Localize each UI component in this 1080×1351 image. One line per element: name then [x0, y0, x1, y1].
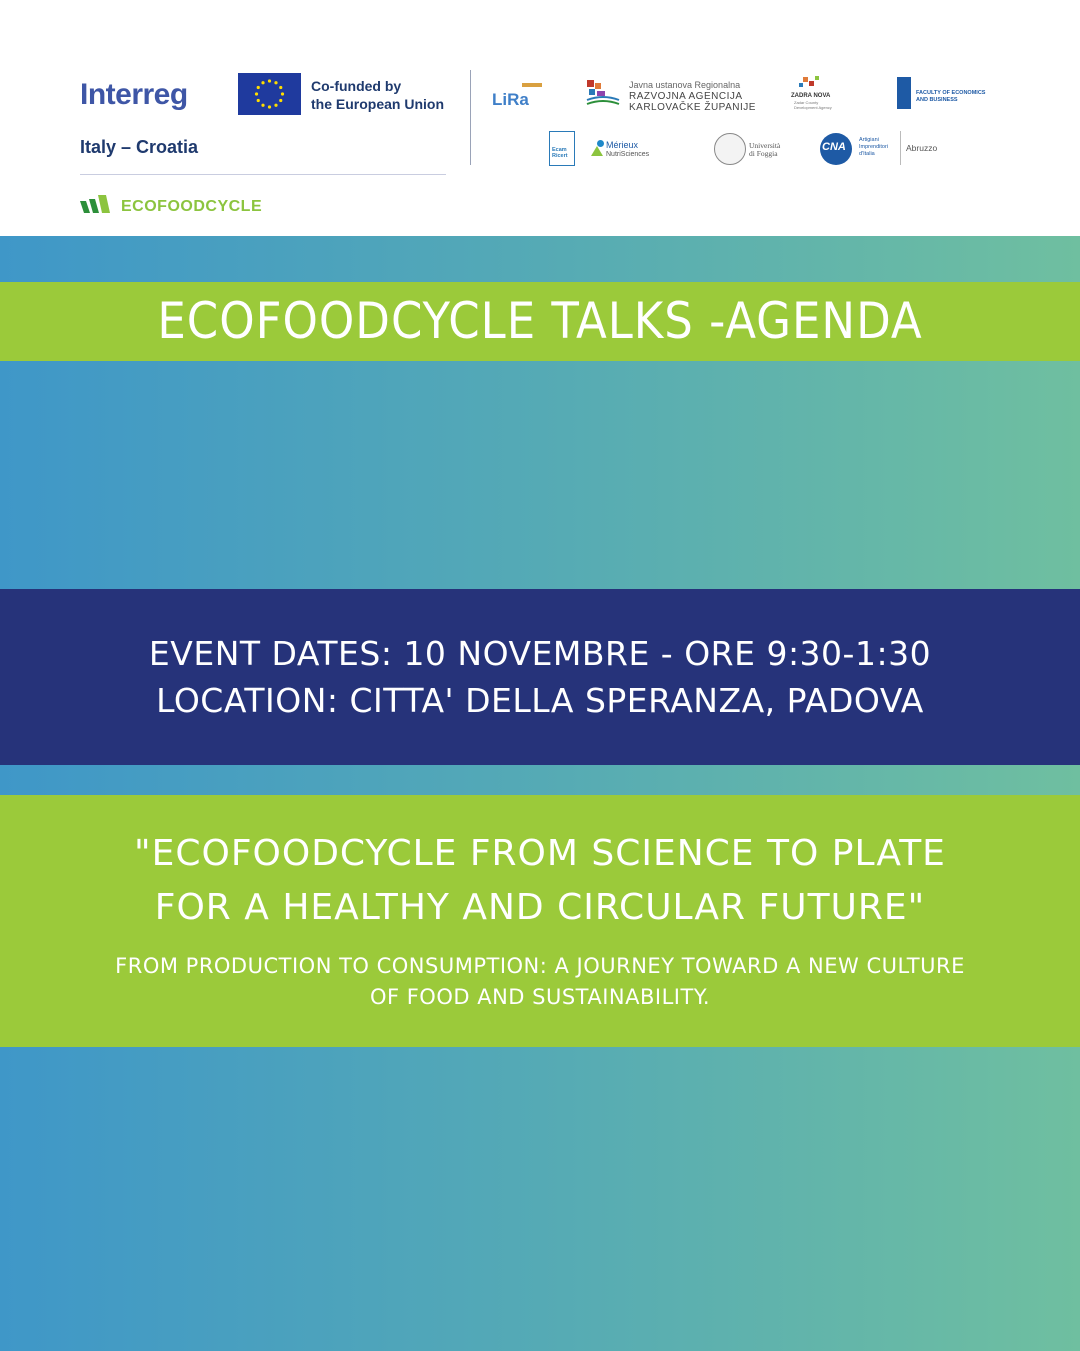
razvojna-agencija-logo-icon	[585, 78, 621, 106]
merieux-leaf-icon	[591, 146, 603, 156]
faculty-logo-icon	[897, 77, 911, 109]
eu-cofunded-text	[311, 77, 444, 113]
faculty-line-2: AND BUSINESS	[916, 97, 958, 103]
eu-star-icon	[257, 86, 260, 89]
cna-line-1: Artigiani	[859, 137, 879, 143]
event-location: LOCATION: CITTA' DELLA SPERANZA, PADOVA	[156, 681, 924, 720]
eu-star-icon	[279, 99, 282, 102]
ecam-ricert-logo	[552, 147, 568, 159]
eu-star-icon	[274, 81, 277, 84]
faculty-line-1: FACULTY OF ECONOMICS	[916, 90, 986, 96]
cna-line-3: d'Italia	[859, 151, 875, 157]
merieux-name: Mérieux	[606, 140, 639, 150]
eu-cofunded-line-1: Co-funded by	[311, 78, 402, 94]
eu-star-icon	[261, 81, 264, 84]
foggia-seal-icon	[714, 133, 746, 165]
ecam-line-1: Ecam	[552, 147, 567, 153]
eu-star-icon	[255, 92, 258, 95]
eu-star-icon	[274, 104, 277, 107]
eu-star-icon	[279, 86, 282, 89]
page-title: ECOFOODCYCLE TALKS -AGENDA	[157, 292, 923, 350]
program-region: Italy – Croatia	[80, 137, 199, 157]
razvojna-line-2: RAZVOJNA AGENCIJA	[629, 91, 743, 102]
razvojna-line-3: KARLOVAČKE ŽUPANIJE	[629, 102, 756, 113]
razvojna-agencija-logo	[629, 80, 756, 113]
eu-star-icon	[268, 79, 271, 82]
merieux-logo	[606, 140, 649, 160]
razvojna-line-1: Javna ustanova Regionalna	[629, 80, 741, 90]
eu-star-icon	[268, 105, 271, 108]
ecofoodcycle-logo-text: ECOFOODCYCLE	[121, 198, 263, 215]
event-band	[0, 589, 1080, 765]
eu-flag-icon	[238, 73, 301, 115]
eu-star-icon	[261, 104, 264, 107]
cna-subtitle	[859, 137, 888, 158]
quote-line-1: "ECOFOODCYCLE FROM SCIENCE TO PLATE	[134, 833, 946, 874]
foggia-line-1: Università	[749, 141, 781, 150]
event-dates: EVENT DATES: 10 NOVEMBRE - ORE 9:30-1:30	[148, 634, 932, 673]
ecam-line-2: Ricert	[552, 153, 568, 159]
eu-cofunded-line-2: the European Union	[311, 96, 444, 112]
lira-logo-mark	[522, 83, 542, 87]
quote-line-2: FOR A HEALTHY AND CIRCULAR FUTURE"	[154, 887, 926, 928]
gradient-background	[0, 236, 1080, 1351]
zadra-nova-logo-icon	[787, 75, 835, 93]
zadra-nova-logo: ZADRA NOVA	[791, 93, 831, 99]
eu-star-icon	[281, 92, 284, 95]
cna-divider	[900, 131, 901, 165]
universita-foggia-logo	[749, 142, 780, 158]
cna-abruzzo: Abruzzo	[906, 143, 938, 153]
subtitle-line-2: OF FOOD AND SUSTAINABILITY.	[369, 985, 711, 1009]
logo-divider	[470, 70, 471, 165]
cna-line-2: Imprenditori	[859, 144, 889, 150]
faculty-of-economics-logo	[916, 90, 985, 104]
foggia-line-2: di Foggia	[749, 149, 778, 158]
eu-star-icon	[257, 99, 260, 102]
cna-logo: CNA	[822, 141, 846, 153]
zadra-sub-line-2: Development Agency	[794, 105, 832, 110]
interreg-logo: Interreg	[80, 78, 188, 111]
ecofoodcycle-leaf-icon	[80, 195, 114, 215]
merieux-dot-icon	[597, 140, 604, 147]
header-divider	[80, 174, 446, 175]
merieux-sub: NutriSciences	[606, 151, 650, 158]
lira-logo: LiRa	[492, 90, 529, 109]
zadra-sub-line-1: Zadar County	[794, 100, 819, 105]
zadra-nova-subtitle	[794, 100, 832, 110]
subtitle-line-1: FROM PRODUCTION TO CONSUMPTION: A JOURNEY TOWARD A NEW CULTURE	[115, 954, 965, 978]
